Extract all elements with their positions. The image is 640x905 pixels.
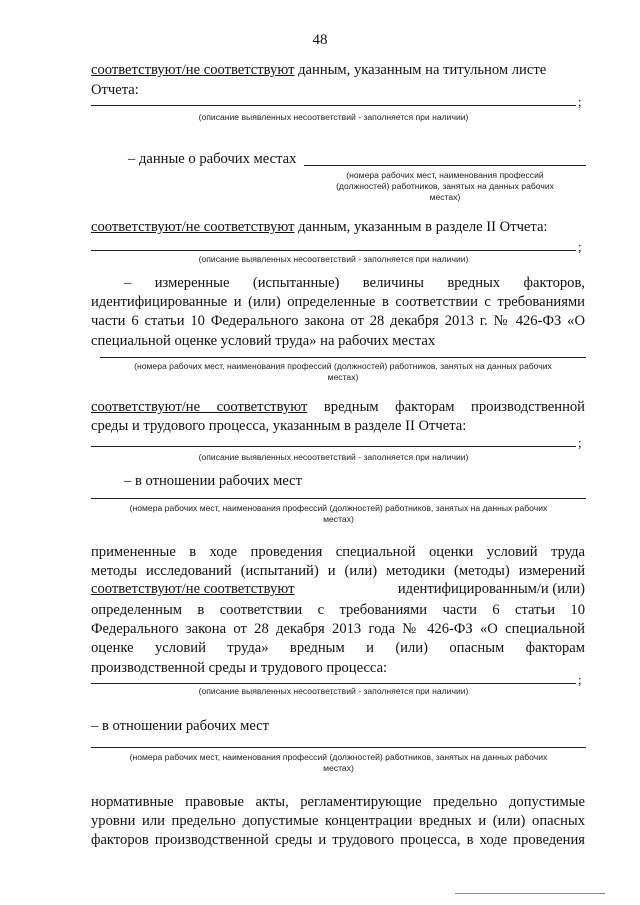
semicolon: ; xyxy=(578,672,582,687)
fill-in-line xyxy=(100,357,586,358)
measured-line-2: идентифицированные и (или) определенные в соответствии с требованиями xyxy=(91,294,585,310)
title-page-compliance-line xyxy=(91,62,546,79)
measured-line-1: – измеренные (испытанные) величины вредных факторов, xyxy=(124,275,585,291)
harmful-factors-line-1: соответствуют/не соответствуют вредным факторам производственной xyxy=(91,399,585,415)
measured-line-4: специальной оценке условий труда» на рабочих местах xyxy=(91,333,436,349)
applied-line-2: методы исследований (испытаний) и (или) методики (методы) измерений xyxy=(91,563,585,579)
page-number: 48 xyxy=(312,32,328,48)
fill-in-line xyxy=(91,498,586,499)
measured-line-3: части 6 статьи 10 Федерального закона от 28 декабря 2013 г. № 426-ФЗ «О xyxy=(91,313,585,329)
normative-line-3: факторов производственной среды и трудового процесса, в ходе проведения xyxy=(91,832,585,848)
workplaces-note-long: (номера рабочих мест, наименования профессий (должностей) работников, занятых на данных рабочих местах) xyxy=(129,752,548,773)
applied-line-4: определенным в соответствии с требованиями части 6 статьи 10 xyxy=(91,602,585,618)
discrepancy-note: (описание выявленных несоответствий - заполняется при наличии) xyxy=(198,112,469,122)
compliance-choice: соответствуют/не соответствуют xyxy=(91,62,295,78)
regarding-workplaces-label: – в отношении рабочих мест xyxy=(91,718,270,734)
fill-in-line xyxy=(91,747,586,748)
report-label: Отчета: xyxy=(91,82,139,98)
section2-compliance-line: соответствуют/не соответствуют данным, указанным в разделе II Отчета: xyxy=(91,219,548,235)
fill-in-line xyxy=(91,446,576,447)
applied-line-5: Федерального закона от 28 декабря 2013 года № 426-ФЗ «О специальной xyxy=(91,621,585,637)
applied-line-7: производственной среды и трудового процесса: xyxy=(91,660,388,676)
workplaces-note: (номера рабочих мест, наименования профессий (должностей) работников, занятых на данных рабочих местах) xyxy=(336,170,554,202)
fill-in-line xyxy=(304,165,586,166)
semicolon: ; xyxy=(578,94,582,109)
discrepancy-note: (описание выявленных несоответствий - заполняется при наличии) xyxy=(198,686,469,696)
harmful-factors-line-2: среды и трудового процесса, указанным в разделе II Отчета: xyxy=(91,418,467,434)
footer-rule xyxy=(455,893,605,894)
workplaces-note-long: (номера рабочих мест, наименования профессий (должностей) работников, занятых на данных рабочих местах) xyxy=(129,503,548,524)
fill-in-line xyxy=(91,250,576,251)
fill-in-line xyxy=(91,683,576,684)
discrepancy-note: (описание выявленных несоответствий - заполняется при наличии) xyxy=(198,254,469,264)
workplaces-data-label: – данные о рабочих местах xyxy=(128,151,297,167)
applied-line-1: примененные в ходе проведения специальной оценки условий труда xyxy=(91,544,585,560)
semicolon: ; xyxy=(578,435,582,450)
compliance-text: данным, указанным на титульном листе xyxy=(294,62,547,78)
fill-in-line xyxy=(91,105,576,106)
applied-line-6: оценке условий труда» вредным и (или) опасным факторам xyxy=(91,640,585,656)
workplaces-note-long: (номера рабочих мест, наименования профессий (должностей) работников, занятых на данных рабочих местах) xyxy=(134,361,552,382)
normative-line-1: нормативные правовые акты, регламентирующие предельно допустимые xyxy=(91,794,585,810)
discrepancy-note: (описание выявленных несоответствий - заполняется при наличии) xyxy=(198,452,469,462)
regarding-workplaces-label: – в отношении рабочих мест xyxy=(124,473,303,489)
normative-line-2: уровни или предельно допустимые концентрации вредных и (или) опасных xyxy=(91,813,585,829)
applied-line-3: соответствуют/не соответствуют идентифицированным/и (или) xyxy=(91,581,585,597)
semicolon: ; xyxy=(578,239,582,254)
